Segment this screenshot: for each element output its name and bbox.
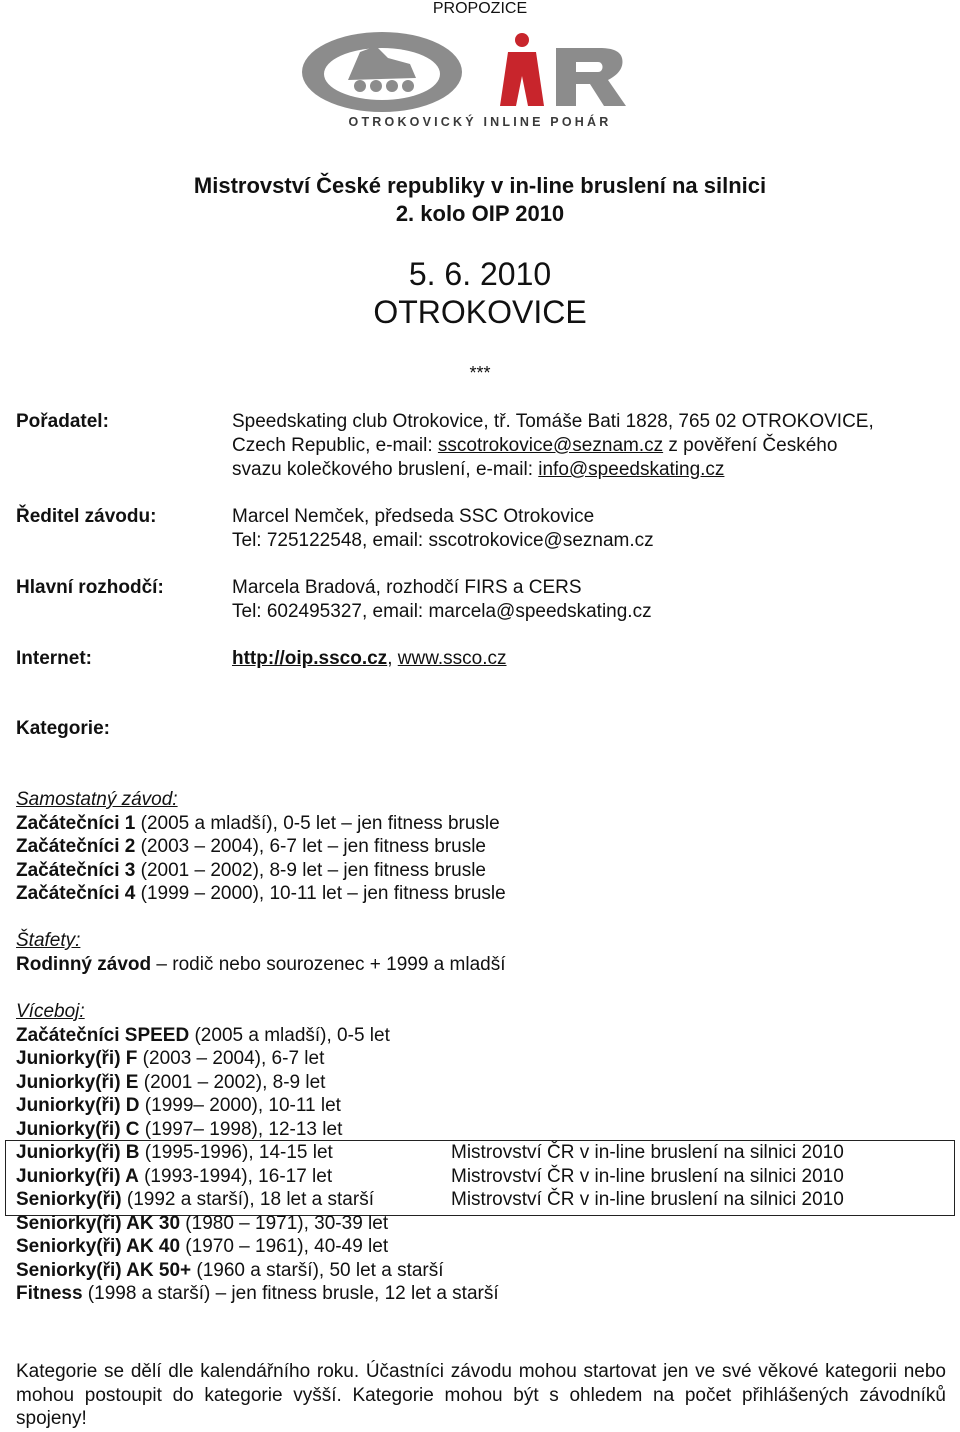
- skate-logo-mark: [302, 32, 462, 112]
- category-name: Fitness: [16, 1283, 83, 1304]
- relay-section: [16, 929, 946, 976]
- organizer-label: Pořadatel:: [16, 411, 109, 432]
- category-name: Začátečníci 3: [16, 859, 136, 881]
- category-detail: (2001 – 2002), 8-9 let: [138, 1071, 326, 1093]
- oip-logo: [300, 28, 660, 132]
- organizer-line-2: Czech Republic, e-mail: sscotrokovice@seznam.cz z pověření Českého: [232, 435, 838, 456]
- separator: ***: [469, 363, 491, 383]
- logo-caption: OTROKOVICKÝ INLINE POHÁR: [348, 115, 612, 129]
- category-name: Juniorky(ři) B: [16, 1142, 140, 1163]
- section-title: Samostatný závod:: [16, 789, 178, 810]
- category-detail: (2005 a mladší), 0-5 let – jen fitness brusle: [135, 812, 500, 834]
- referee-label: Hlavní rozhodčí:: [16, 577, 164, 598]
- category-name: Začátečníci SPEED: [16, 1024, 190, 1046]
- category-name: Začátečníci 4: [16, 883, 136, 904]
- referee-line-2: Tel: 602495327, email: marcela@speedskating.cz: [232, 601, 652, 622]
- category-row: [16, 1235, 946, 1259]
- director-line-1: Marcel Nemček, předseda SSC Otrokovice: [232, 506, 595, 527]
- event-date: 5. 6. 2010: [408, 256, 552, 292]
- category-name: Rodinný závod: [16, 953, 152, 975]
- category-row: [16, 1071, 946, 1095]
- championship-label: Mistrovství ČR v in-line bruslení na silnici 2010: [451, 1165, 844, 1187]
- organizer-line-1: Speedskating club Otrokovice, tř. Tomáše Bati 1828, 765 02 OTROKOVICE,: [232, 411, 874, 432]
- individual-section: [16, 788, 946, 906]
- category-row: [16, 882, 946, 906]
- category-detail: (2005 a mladší), 0-5 let: [189, 1024, 390, 1046]
- organizer-line-3: svazu kolečkového bruslení, e-mail: info@speedskating.cz: [232, 459, 725, 480]
- category-detail: (1998 a starší) – jen fitness brusle, 12 let a starší: [82, 1283, 499, 1304]
- category-row: [16, 1212, 946, 1236]
- oip-website-link[interactable]: http://oip.ssco.cz: [232, 648, 388, 669]
- category-row: [16, 1165, 946, 1189]
- championship-label: Mistrovství ČR v in-line bruslení na silnici 2010: [451, 1142, 844, 1163]
- category-detail: (1980 – 1971), 30-39 let: [180, 1212, 389, 1234]
- category-row: [16, 859, 946, 883]
- internet-label: Internet:: [16, 648, 92, 669]
- category-detail: (1970 – 1961), 40-49 let: [180, 1236, 389, 1257]
- red-person-mark: [500, 33, 544, 106]
- category-row: [16, 1141, 946, 1165]
- category-name: Seniorky(ři) AK 50+: [16, 1259, 192, 1281]
- event-city: OTROKOVICE: [373, 294, 587, 330]
- section-title: Štafety:: [16, 930, 81, 951]
- categories-note: Kategorie se dělí dle kalendářního roku. Účastníci závodu mohou startovat jen ve své věkové kategorii nebo mohou postoupit do kategorie vyšší. Kategorie mohou být s ohledem na počet přihlášených závodníků spojeny!: [16, 1361, 946, 1429]
- category-row: [16, 1047, 946, 1071]
- organizer-details: [232, 410, 952, 482]
- category-row: [16, 812, 946, 836]
- category-row: [16, 1282, 946, 1306]
- category-detail: (1999– 2000), 10-11 let: [139, 1095, 341, 1116]
- category-detail: – rodič nebo sourozenec + 1999 a mladší: [151, 953, 506, 975]
- document-header-label: PROPOZICE: [432, 0, 528, 17]
- category-name: Juniorky(ři) E: [16, 1071, 139, 1093]
- event-subtitle: 2. kolo OIP 2010: [395, 201, 565, 226]
- referee-line-1: Marcela Bradová, rozhodčí FIRS a CERS: [232, 577, 582, 598]
- category-name: Juniorky(ři) F: [16, 1048, 138, 1069]
- category-name: Juniorky(ři) D: [16, 1095, 140, 1116]
- category-detail: (2003 – 2004), 6-7 let: [137, 1048, 325, 1069]
- category-row: [16, 835, 946, 859]
- ssco-website-link[interactable]: www.ssco.cz: [397, 648, 507, 669]
- category-name: Seniorky(ři) AK 30: [16, 1212, 181, 1234]
- multi-section: [16, 1000, 946, 1306]
- referee-details: [232, 576, 952, 624]
- category-detail: (1992 a starší), 18 let a starší: [121, 1189, 374, 1210]
- categories-heading: Kategorie:: [16, 718, 110, 739]
- organizer-email-link[interactable]: sscotrokovice@seznam.cz: [437, 435, 664, 456]
- category-detail: (1993-1994), 16-17 let: [138, 1165, 333, 1187]
- category-detail: (1995-1996), 14-15 let: [139, 1142, 333, 1163]
- category-row: [16, 1024, 946, 1048]
- section-title: Víceboj:: [16, 1001, 85, 1022]
- internet-links: http://oip.ssco.cz, www.ssco.cz: [232, 648, 507, 669]
- category-row: [16, 1118, 946, 1142]
- category-name: Seniorky(ři) AK 40: [16, 1236, 181, 1257]
- category-name: Začátečníci 1: [16, 812, 136, 834]
- event-title: Mistrovství České republiky v in-line bruslení na silnici: [193, 173, 767, 198]
- union-email-link[interactable]: info@speedskating.cz: [538, 459, 725, 480]
- category-detail: (1960 a starší), 50 let a starší: [191, 1259, 444, 1281]
- category-row: [16, 953, 946, 977]
- category-detail: (2003 – 2004), 6-7 let – jen fitness brusle: [135, 836, 486, 857]
- category-row: [16, 1188, 946, 1212]
- category-detail: (2001 – 2002), 8-9 let – jen fitness brusle: [135, 859, 486, 881]
- category-detail: (1997– 1998), 12-13 let: [139, 1118, 343, 1140]
- category-detail: (1999 – 2000), 10-11 let – jen fitness brusle: [135, 883, 506, 904]
- category-row: [16, 1094, 946, 1118]
- category-name: Juniorky(ři) C: [16, 1118, 140, 1140]
- category-name: Seniorky(ři): [16, 1189, 122, 1210]
- letter-r-mark: [556, 48, 626, 106]
- category-name: Začátečníci 2: [16, 836, 136, 857]
- director-label: Ředitel závodu:: [16, 506, 157, 527]
- director-details: [232, 505, 952, 553]
- director-line-2: Tel: 725122548, email: sscotrokovice@seznam.cz: [232, 530, 654, 551]
- championship-label: Mistrovství ČR v in-line bruslení na silnici 2010: [451, 1189, 844, 1210]
- category-row: [16, 1259, 946, 1283]
- category-name: Juniorky(ři) A: [16, 1165, 139, 1187]
